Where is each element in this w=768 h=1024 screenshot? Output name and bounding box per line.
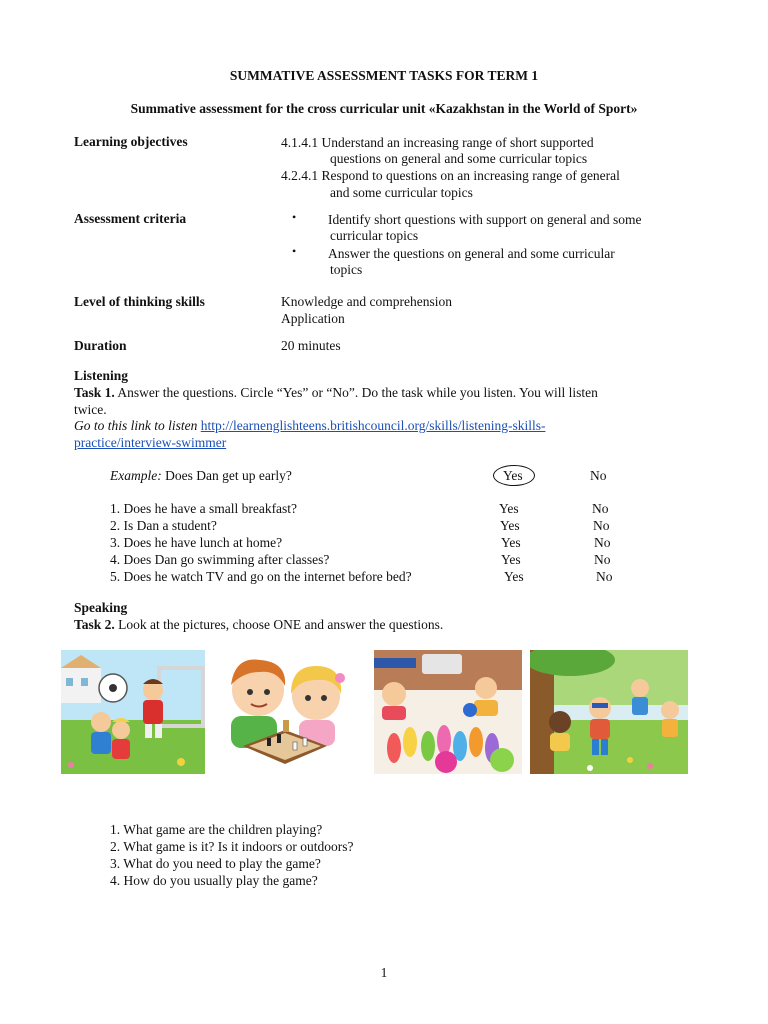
task1-instructions: Answer the questions. Circle “Yes” or “No”. Do the task while you listen. You will listen	[114, 385, 598, 400]
no-option[interactable]: No	[592, 501, 609, 516]
thinking-label: Level of thinking skills	[74, 294, 205, 309]
link-intro: Go to this link to listen	[74, 418, 198, 433]
objectives-label: Learning objectives	[74, 134, 188, 149]
speaking-heading: Speaking	[74, 600, 128, 615]
bullet-icon: •	[292, 244, 297, 258]
listening-link-cont[interactable]: practice/interview-swimmer	[74, 435, 227, 450]
yes-option[interactable]: Yes	[499, 501, 519, 516]
listening-question-3: 3. Does he have lunch at home?	[110, 535, 283, 550]
thinking-line2: Application	[281, 311, 345, 326]
yes-option[interactable]: Yes	[501, 535, 521, 550]
chess-picture[interactable]	[215, 650, 357, 774]
listening-link[interactable]: http://learnenglishteens.britishcouncil.org/skills/listening-skills-	[200, 418, 546, 433]
task1-label: Task 1.	[74, 385, 115, 400]
task1-text	[74, 385, 598, 401]
example-question: Does Dan get up early?	[165, 468, 292, 483]
no-option[interactable]: No	[594, 535, 611, 550]
no-option[interactable]: No	[593, 518, 610, 533]
objective-2-line1: 4.2.4.1 Respond to questions on an increasing range of general	[281, 168, 620, 183]
listening-heading: Listening	[74, 368, 129, 383]
football-picture[interactable]	[61, 650, 205, 774]
yes-option[interactable]: Yes	[501, 552, 521, 567]
criteria-label: Assessment criteria	[74, 211, 187, 226]
criterion-1-line2: curricular topics	[330, 228, 419, 243]
example-label: Example:	[110, 468, 162, 483]
bullet-icon: •	[292, 210, 297, 224]
no-option[interactable]: No	[594, 552, 611, 567]
example-line	[110, 468, 292, 484]
listening-question-4: 4. Does Dan go swimming after classes?	[110, 552, 330, 567]
objective-1-line1: 4.1.4.1 Understand an increasing range of short supported	[281, 135, 594, 150]
listening-question-5: 5. Does he watch TV and go on the internet before bed?	[110, 569, 412, 584]
bowling-picture[interactable]	[374, 650, 522, 774]
task1-text2: twice.	[74, 402, 107, 417]
listening-question-2: 2. Is Dan a student?	[110, 518, 217, 533]
criterion-1-line1: Identify short questions with support on general and some	[328, 212, 642, 227]
link-line	[74, 418, 545, 434]
yes-option[interactable]: Yes	[504, 569, 524, 584]
task2-label: Task 2.	[74, 617, 115, 632]
example-no: No	[590, 468, 607, 483]
page-title: SUMMATIVE ASSESSMENT TASKS FOR TERM 1	[229, 68, 539, 83]
blind-mans-buff-picture[interactable]	[530, 650, 688, 774]
criterion-2-line1: Answer the questions on general and some curricular	[328, 246, 615, 261]
duration-value: 20 minutes	[281, 338, 341, 353]
criterion-2-line2: topics	[330, 262, 363, 277]
speaking-question-2: 2. What game is it? Is it indoors or outdoors?	[110, 839, 354, 854]
thinking-line1: Knowledge and comprehension	[281, 294, 452, 309]
example-yes: Yes	[503, 468, 523, 483]
no-option[interactable]: No	[596, 569, 613, 584]
listening-question-1: 1. Does he have a small breakfast?	[110, 501, 298, 516]
task2-instructions: Look at the pictures, choose ONE and answer the questions.	[114, 617, 444, 632]
page-subtitle: Summative assessment for the cross curricular unit «Kazakhstan in the World of Sport»	[130, 101, 638, 116]
page-number: 1	[380, 965, 388, 980]
objective-2-line2: and some curricular topics	[330, 185, 473, 200]
objective-1-line2: questions on general and some curricular topics	[330, 151, 588, 166]
speaking-question-3: 3. What do you need to play the game?	[110, 856, 321, 871]
task2-text	[74, 617, 443, 633]
yes-option[interactable]: Yes	[500, 518, 520, 533]
duration-label: Duration	[74, 338, 127, 353]
speaking-question-4: 4. How do you usually play the game?	[110, 873, 318, 888]
speaking-question-1: 1. What game are the children playing?	[110, 822, 323, 837]
